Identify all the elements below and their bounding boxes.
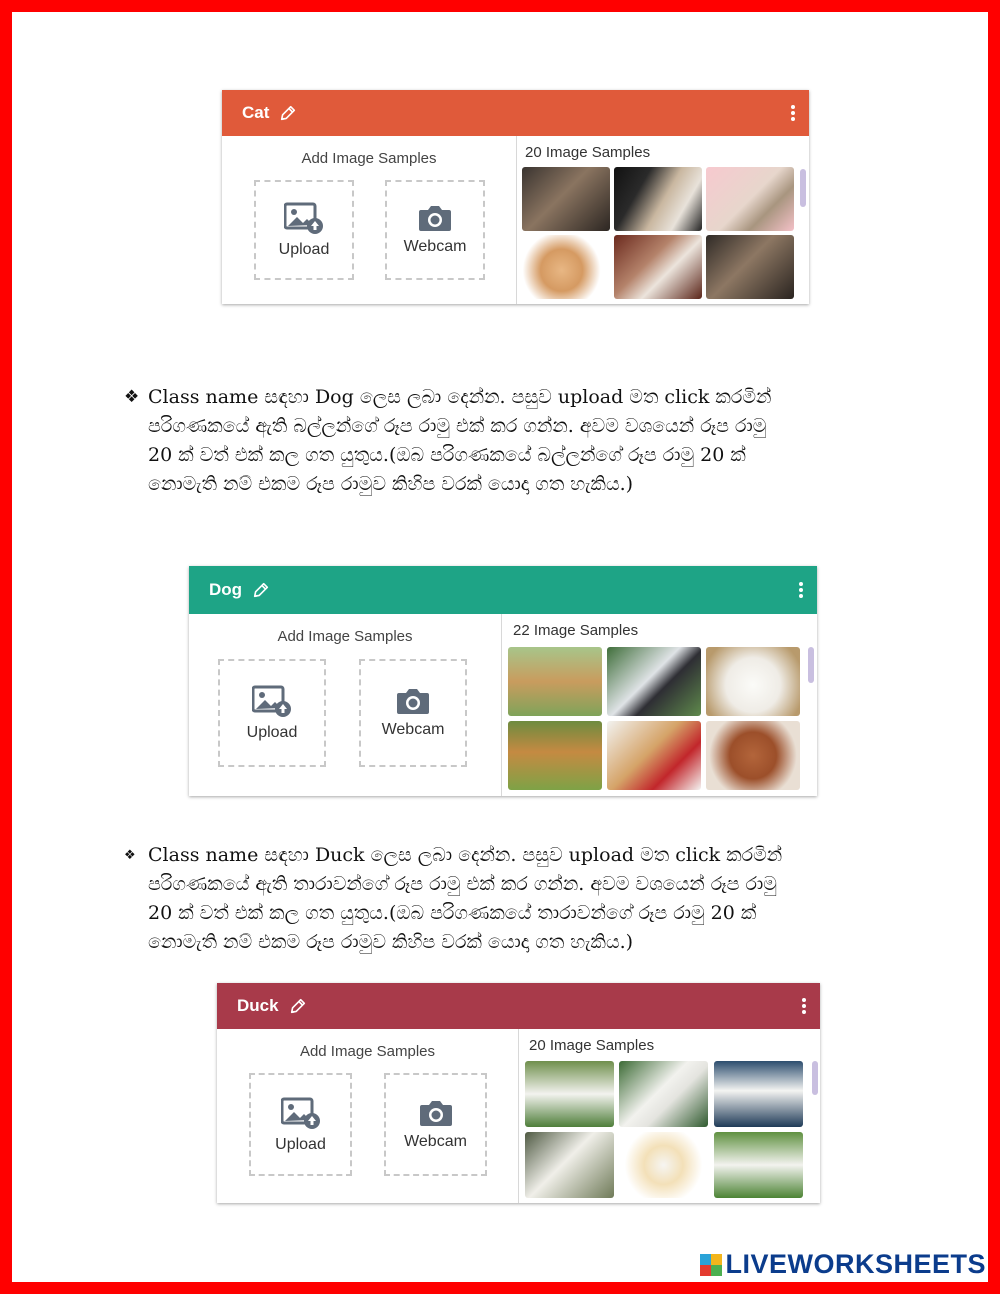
image-upload-icon <box>284 201 324 235</box>
image-samples-pane <box>519 1029 820 1203</box>
image-samples-pane <box>502 614 817 796</box>
camera-icon <box>419 1099 453 1127</box>
camera-icon <box>418 204 452 232</box>
dog-sample-thumb[interactable] <box>607 647 701 716</box>
scrollbar-thumb[interactable] <box>808 647 814 683</box>
pencil-icon[interactable] <box>289 997 307 1015</box>
cat-sample-thumb[interactable] <box>522 235 610 299</box>
instruction-line: Class name සඳහා Duck ලෙස ලබා දෙන්න. පසුව upload මත click කරමින් <box>148 844 783 866</box>
instruction-line: පරිගණකයේ ඇති තාරාවන්ගේ රූප රාමු එක් කර ගන්න. අවම වශයෙන් රූප රාමු <box>148 873 777 895</box>
pencil-icon[interactable] <box>252 581 270 599</box>
dog-instruction-paragraph <box>124 383 878 499</box>
more-options-icon[interactable] <box>791 105 795 121</box>
more-options-icon[interactable] <box>799 582 803 598</box>
liveworksheets-logo <box>700 1249 986 1280</box>
upload-button[interactable] <box>254 180 354 280</box>
class-name-label[interactable]: Duck <box>237 996 279 1015</box>
dog-sample-thumb[interactable] <box>508 721 602 790</box>
logo-mark-icon <box>700 1254 722 1276</box>
instruction-line: නොමැති නම් එකම රූප රාමුව කිහිප වරක් යොදා ගත හැකිය.) <box>148 473 634 495</box>
upload-button[interactable] <box>218 659 326 767</box>
add-samples-title: Add Image Samples <box>277 628 413 645</box>
cat-class-card <box>222 90 809 304</box>
dog-sample-thumb[interactable] <box>508 647 602 716</box>
dog-card-header <box>189 566 817 614</box>
upload-label: Upload <box>246 724 298 741</box>
add-samples-pane <box>189 614 502 796</box>
samples-count: 20 Image Samples <box>525 144 651 161</box>
duck-sample-thumb[interactable] <box>714 1132 803 1198</box>
instruction-line: පරිගණකයේ ඇති බල්ලන්ගේ රූප රාමු එක් කර ගන්න. අවම වශයෙන් රූප රාමු <box>148 415 767 437</box>
dog-sample-thumb[interactable] <box>706 721 800 790</box>
duck-sample-thumb[interactable] <box>525 1132 614 1198</box>
add-samples-title: Add Image Samples <box>299 1043 436 1060</box>
webcam-label: Webcam <box>381 721 445 738</box>
upload-label: Upload <box>278 241 330 258</box>
duck-sample-thumb[interactable] <box>619 1132 708 1198</box>
image-samples-pane <box>517 136 809 304</box>
diamond-bullet-icon: ❖ <box>124 848 136 863</box>
dog-sample-thumb[interactable] <box>706 647 800 716</box>
instruction-line: 20 ක් වත් එක් කල ගත යුතුය.(ඔබ පරිගණකයේ තාරාවන්ගේ රූප රාමු 20 ක් <box>148 902 757 924</box>
pencil-icon[interactable] <box>279 104 297 122</box>
class-name-label[interactable]: Cat <box>242 103 270 122</box>
cat-sample-thumb[interactable] <box>614 167 702 231</box>
duck-card-header <box>217 983 820 1029</box>
duck-sample-thumb[interactable] <box>714 1061 803 1127</box>
camera-icon <box>396 687 430 715</box>
scrollbar-thumb[interactable] <box>800 169 806 207</box>
scrollbar-thumb[interactable] <box>812 1061 818 1095</box>
image-upload-icon <box>281 1096 321 1130</box>
dog-class-card <box>189 566 817 796</box>
cat-sample-thumb[interactable] <box>522 167 610 231</box>
duck-sample-thumb[interactable] <box>619 1061 708 1127</box>
logo-text: LIVEWORKSHEETS <box>725 1249 986 1279</box>
cat-card-header <box>222 90 809 136</box>
webcam-button[interactable] <box>385 180 485 280</box>
webcam-button[interactable] <box>359 659 467 767</box>
duck-instruction-paragraph <box>124 841 878 957</box>
webcam-button[interactable] <box>384 1073 487 1176</box>
add-samples-pane <box>217 1029 519 1203</box>
duck-sample-thumb[interactable] <box>525 1061 614 1127</box>
samples-count: 20 Image Samples <box>529 1037 655 1054</box>
webcam-label: Webcam <box>403 238 467 255</box>
cat-sample-thumb[interactable] <box>706 167 794 231</box>
image-upload-icon <box>252 684 292 718</box>
webcam-label: Webcam <box>404 1132 467 1150</box>
more-options-icon[interactable] <box>802 998 806 1014</box>
class-name-label[interactable]: Dog <box>209 580 243 599</box>
samples-count: 22 Image Samples <box>513 622 639 639</box>
add-samples-pane <box>222 136 517 304</box>
instruction-line: 20 ක් වත් එක් කල ගත යුතුය.(ඔබ පරිගණකයේ බල්ලන්ගේ රූප රාමු 20 ක් <box>148 444 746 466</box>
add-samples-title: Add Image Samples <box>301 150 437 167</box>
cat-sample-thumb[interactable] <box>614 235 702 299</box>
upload-button[interactable] <box>249 1073 352 1176</box>
instruction-line: නොමැති නම් එකම රූප රාමුව කිහිප වරක් යොදා ගත හැකිය.) <box>148 931 634 953</box>
upload-label: Upload <box>275 1135 326 1153</box>
instruction-line: Class name සඳහා Dog ලෙස ලබා දෙන්න. පසුව upload මත click කරමින් <box>148 386 772 408</box>
diamond-bullet-icon: ❖ <box>124 387 140 407</box>
cat-sample-thumb[interactable] <box>706 235 794 299</box>
duck-class-card <box>217 983 820 1203</box>
dog-sample-thumb[interactable] <box>607 721 701 790</box>
